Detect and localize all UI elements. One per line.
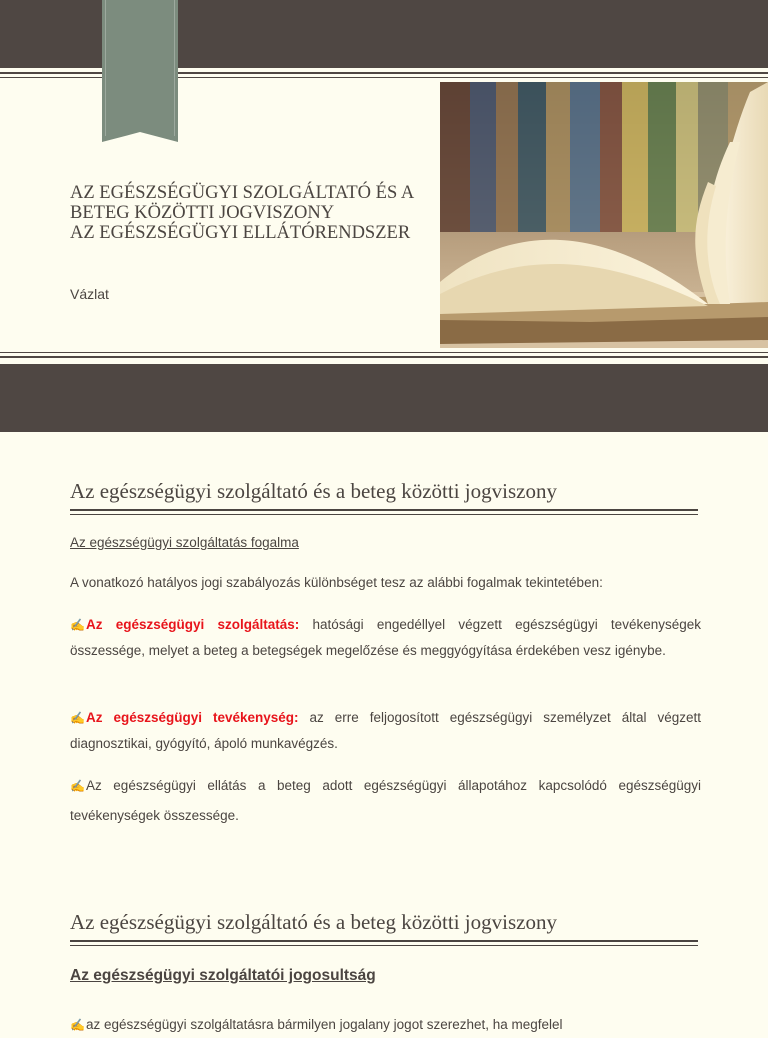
presentation-subtitle: Vázlat — [70, 286, 109, 302]
bookmark-ribbon — [102, 0, 178, 142]
heading-underline — [70, 509, 698, 515]
bullet-text: az erre feljogosított egészségügyi személyzet által végzett diagnosztikai, gyógyító, ápoló munkavégzés. — [70, 710, 701, 751]
bullet-item — [70, 705, 701, 757]
section-subheading: Az egészségügyi szolgáltatás fogalma — [70, 535, 299, 550]
slide-heading: Az egészségügyi szolgáltató és a beteg közötti jogviszony — [70, 910, 557, 934]
bullet-item — [70, 1012, 701, 1038]
bullet-item — [70, 771, 701, 831]
pencil-check-icon: ✍ — [70, 711, 85, 725]
bullet-term: Az egészségügyi tevékenység: — [86, 710, 299, 725]
bullet-text: Az egészségügyi ellátás a beteg adott egészségügyi állapotához kapcsolódó egészségügyi tevékenységek összessége. — [70, 778, 701, 823]
content-slide-entitlement — [0, 862, 768, 1032]
slide-heading: Az egészségügyi szolgáltató és a beteg közötti jogviszony — [70, 479, 557, 503]
section-subheading: Az egészségügyi szolgáltatói jogosultság — [70, 967, 376, 984]
bullet-text: hatósági engedéllyel végzett egészségügyi tevékenységek összessége, melyet a beteg a betegségek megelőzése és meggyógyítása érdekében vesz igénybe. — [70, 617, 701, 658]
title-line-3: AZ EGÉSZSÉGÜGYI ELLÁTÓRENDSZER — [70, 223, 411, 243]
title-line-1: AZ EGÉSZSÉGÜGYI SZOLGÁLTATÓ ÉS A — [70, 183, 415, 203]
presentation-title — [70, 183, 440, 243]
heading-underline — [70, 940, 698, 946]
content-slide-concepts — [0, 432, 768, 862]
open-book-image — [440, 82, 768, 348]
bottom-rule-thick — [0, 356, 768, 358]
title-slide — [0, 0, 768, 432]
pencil-check-icon: ✍ — [70, 1018, 85, 1032]
bottom-band — [0, 364, 768, 432]
bottom-rule-thin — [0, 352, 768, 353]
bullet-term: Az egészségügyi szolgáltatás: — [86, 617, 300, 632]
pencil-check-icon: ✍ — [70, 618, 85, 632]
pencil-check-icon: ✍ — [70, 779, 85, 793]
bullet-item — [70, 612, 701, 664]
bullet-text: az egészségügyi szolgáltatásra bármilyen jogalany jogot szerezhet, ha megfelel — [86, 1017, 563, 1032]
intro-paragraph: A vonatkozó hatályos jogi szabályozás különbséget tesz az alábbi fogalmak tekintetében: — [70, 575, 603, 590]
title-line-2: BETEG KÖZÖTTI JOGVISZONY — [70, 203, 335, 223]
